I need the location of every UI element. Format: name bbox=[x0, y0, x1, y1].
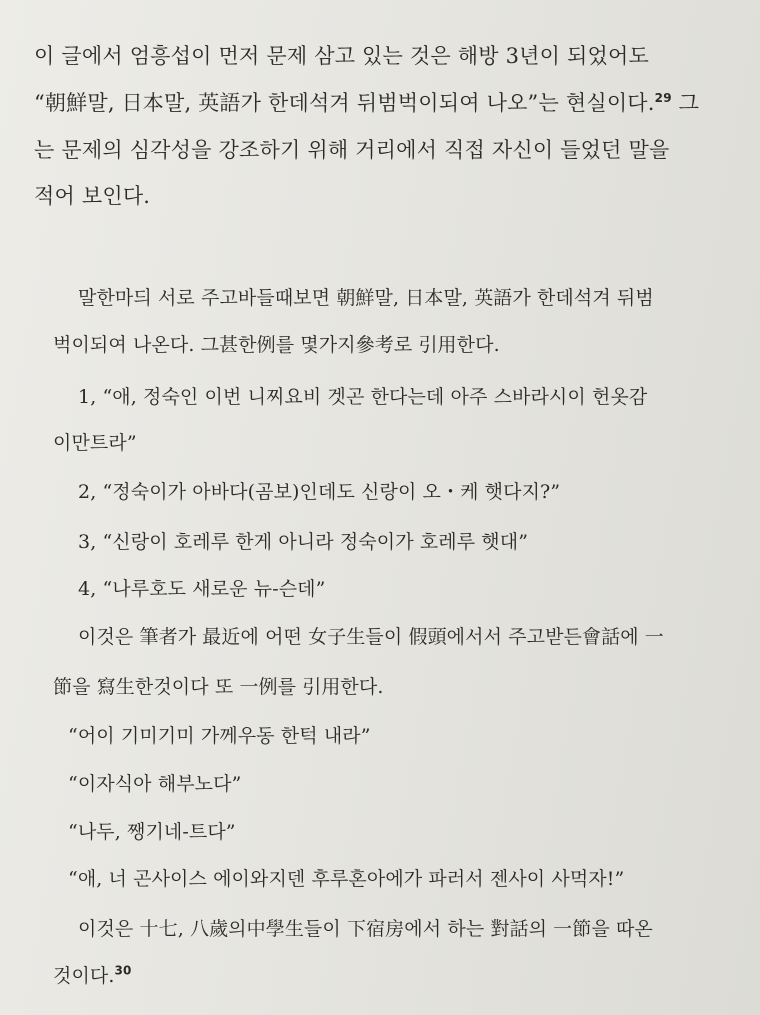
footnote-marker-30: 30 bbox=[114, 963, 132, 978]
quote-paragraph-1-line-2: 벅이되여 나온다. 그甚한例를 몇가지參考로 引用한다. bbox=[53, 334, 500, 356]
example-4: 4, “나루호도 새로운 뉴-슨데” bbox=[78, 578, 326, 600]
intro-line-1: 이 글에서 엄흥섭이 먼저 문제 삼고 있는 것은 해방 3년이 되었어도 bbox=[34, 44, 649, 68]
quote-paragraph-1-line-1: 말한마듸 서로 주고바들때보면 朝鮮말, 日本말, 英語가 한데석겨 뒤범 bbox=[78, 287, 654, 309]
example-2: 2, “정숙이가 아바다(곰보)인데도 신랑이 오・케 햇다지?” bbox=[78, 481, 561, 503]
quote-paragraph-2-line-2: 節을 寫生한것이다 또 一例를 引用한다. bbox=[53, 676, 384, 698]
dialogue-3: “나두, 쨍기네-트다” bbox=[68, 821, 236, 843]
quote-paragraph-3-line-1: 이것은 十七, 八歲의中學生들이 下宿房에서 하는 對話의 一節을 따온 bbox=[78, 918, 653, 940]
example-3: 3, “신랑이 호레루 한게 아니라 정숙이가 호레루 햇대” bbox=[78, 531, 529, 553]
example-1-line-2: 이만트라” bbox=[53, 432, 137, 454]
dialogue-4: “애, 너 곤사이스 에이와지덴 후루혼아에가 파러서 젠사이 사먹자!” bbox=[68, 868, 625, 890]
footnote-marker-29: 29 bbox=[654, 91, 672, 105]
quote-paragraph-3-line-2: 것이다.$^{30}$ bbox=[53, 963, 132, 987]
quote-paragraph-2-line-1: 이것은 筆者가 最近에 어떤 女子生들이 假頭에서서 주고받든會話에 一 bbox=[78, 626, 664, 648]
dialogue-2: “이자식아 해부노다” bbox=[68, 773, 242, 795]
intro-line-2: “朝鮮말, 日本말, 英語가 한데석겨 뒤범벅이되여 나오”는 현실이다.$^{29}$ 그 bbox=[34, 91, 700, 115]
dialogue-1: “어이 기미기미 가께우동 한턱 내라” bbox=[68, 725, 371, 747]
example-1-line-1: 1, “애, 정숙인 이번 니찌요비 겟곤 한다는데 아주 스바라시이 헌옷감 bbox=[78, 386, 648, 408]
intro-line-3: 는 문제의 심각성을 강조하기 위해 거리에서 직접 자신이 들었던 말을 bbox=[34, 138, 670, 162]
intro-line-4: 적어 보인다. bbox=[34, 184, 151, 208]
